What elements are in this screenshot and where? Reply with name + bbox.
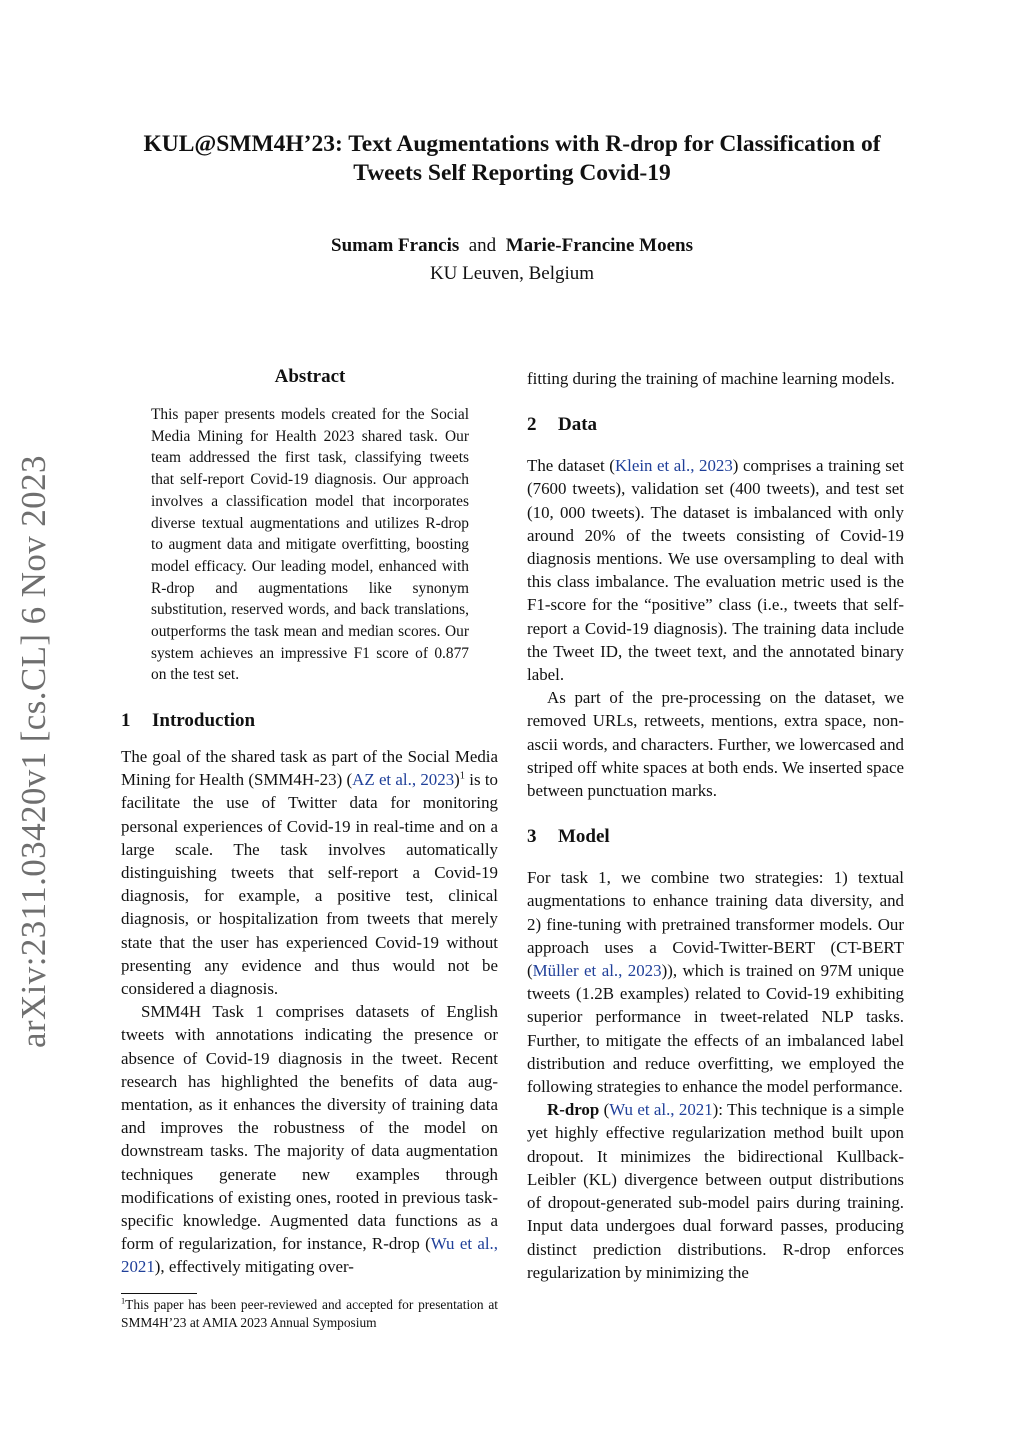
intro-p2-text-cont: ), effectively mitigating over- bbox=[154, 1257, 354, 1277]
author-name-2: Marie-Francine Moens bbox=[505, 235, 693, 256]
intro-p2-text: SMM4H Task 1 comprises datasets of English tweets with annotations indicating the presence or absence of Covid-19 diagnosis in the tweet. Recent research has highlighted the benefits of data augmentation, as it enhances the diversity of training data and improves the robustness of the model on downstream tasks. The majority of data augmentation techniques generate new examples through modifications of existing ones, rooted in previous task-specific knowledge. Augmented data functions as a form of regularization, for instance, R-drop ( bbox=[121, 1002, 498, 1254]
intro-p1-close: ) bbox=[454, 770, 460, 790]
citation-wu-2021-b[interactable]: Wu et al., 2021 bbox=[609, 1100, 713, 1120]
intro-section-number: 1 bbox=[121, 710, 131, 731]
abstract-heading: Abstract bbox=[274, 366, 346, 387]
data-section-number: 2 bbox=[527, 414, 537, 436]
intro-heading bbox=[121, 708, 498, 734]
author-name-1: Sumam Francis bbox=[331, 235, 460, 256]
citation-muller-2023[interactable]: Müller et al., 2023 bbox=[532, 961, 662, 981]
model-paragraph-2 bbox=[527, 1098, 904, 1284]
data-p1-text: The dataset ( bbox=[527, 456, 615, 476]
citation-klein-2023[interactable]: Klein et al., 2023 bbox=[614, 456, 733, 476]
footnote-marker[interactable]: 1 bbox=[459, 770, 465, 782]
paper-title bbox=[100, 130, 924, 188]
affiliation: KU Leuven, Belgium bbox=[429, 263, 595, 284]
model-heading bbox=[527, 824, 904, 850]
abstract-text: This paper presents models created for the Social Media Mining for Health 2023 shared task. Our team addressed the first task, classifying tweets that self-report Covid-19 diagnosis. Our approach involves a classification model that incorporates diverse textual augmentations and utilizes R-drop to augment data and mitigate overfitting, boosting model efficacy. Our leading model, enhanced with R-drop and augmentations like synonym substitution, reserved words, and back translations, outperforms the task mean and median scores. Our system achieves an impressive F1 score of 0.877 on the test set. bbox=[151, 406, 469, 684]
intro-section bbox=[121, 708, 498, 1279]
data-p1-text-cont: ) comprises a training set (7600 tweets), validation set (400 tweets), and test set (10, 000 tweets). The dataset is imbalanced with only around 20% of the tweets consisting of Covid-19 diagnosis mentions. We use oversampling to deal with this class imbalance. The evaluation metric used is the F1-score for the “positive” class (i.e., tweets that self-report a Covid-19 diagnosis). The training data include the Tweet ID, the tweet text, and the annotated binary label. bbox=[527, 456, 904, 685]
intro-p1-text-cont: is to facilitate the use of Twitter data for monitoring personal experiences of Covid-19 in real-time and on a large scale. The task involves automatically distinguishing tweets that self-report a Covid-19 diagnosis, for example, a positive test, clinical diagnosis, or hospitalization from tweets that merely state that the user has experienced Covid-19 without presenting any evidence and thus would not be considered a diagnosis. bbox=[121, 770, 498, 999]
data-heading bbox=[527, 412, 904, 438]
arxiv-stamp: arXiv:2311.03420v1 [cs.CL] 6 Nov 2023 bbox=[14, 455, 53, 1048]
model-p2-text: ): This technique is a simple yet highly effective regularization method built upon dropout. It minimizes the bidirectional Kullback-Leibler (KL) divergence between output distributions of dropout-generated sub-model pairs during training. Input data undergoes dual forward passes, producing distinct prediction distributions. R-drop enforces regularization by minimizing the bbox=[527, 1100, 904, 1282]
right-column bbox=[527, 367, 904, 1284]
model-p1-text-cont: )), which is trained on 97M unique tweets (1.2B examples) related to Covid-19 exhibiting superior performance in tweet-related NLP tasks. Further, to mitigate the effects of an imbalanced label distribution and reduce overfitting, we employed the following strategies to enhance the model performance. bbox=[527, 961, 904, 1097]
title-line-1: KUL@SMM4H’23: Text Augmentations with R-drop for Classification of bbox=[143, 131, 881, 157]
data-section-title: Data bbox=[558, 414, 598, 436]
intro-p1-text: The goal of the shared task as part of the Social Media Mining for Health (SMM4H-23) ( bbox=[121, 747, 498, 790]
author-block bbox=[100, 232, 924, 288]
citation-wu-2021[interactable]: Wu et al., 2021 bbox=[121, 1234, 499, 1277]
author-conjunction: and bbox=[468, 235, 497, 256]
footnote-text: This paper has been peer-reviewed and accepted for presentation at SMM4H’23 at AMIA 2023 Annual Symposium bbox=[121, 1297, 498, 1330]
model-p2-open: ( bbox=[599, 1100, 610, 1120]
rdrop-term: R-drop bbox=[547, 1100, 600, 1120]
footnote-rule bbox=[121, 1293, 197, 1294]
intro-paragraph-2 bbox=[121, 1000, 498, 1278]
carry-over-paragraph: fitting during the training of machine learning models. bbox=[527, 369, 895, 388]
model-p1-text: For task 1, we combine two strategies: 1) textual augmentations to enhance training data diversity, and 2) fine-tuning with pretrained transformer models. Our approach uses a Covid-Twitter-BERT (CT-BERT ( bbox=[527, 868, 904, 981]
intro-section-title: Introduction bbox=[152, 710, 256, 731]
author-line bbox=[100, 232, 924, 260]
title-line-2: Tweets Self Reporting Covid-19 bbox=[353, 160, 671, 186]
model-section-number: 3 bbox=[527, 826, 537, 848]
intro-paragraph-1 bbox=[121, 745, 498, 1000]
model-section-title: Model bbox=[558, 826, 610, 848]
data-paragraph-2: As part of the pre-processing on the dataset, we removed URLs, retweets, mentions, extra space, non-ascii words, and characters. Further, we lowercased and striped off white spaces at both ends. We inserted space between punctuation marks. bbox=[527, 688, 904, 801]
citation-az-2023[interactable]: AZ et al., 2023 bbox=[352, 770, 455, 790]
footnote-number: 1 bbox=[121, 1296, 126, 1306]
model-paragraph-1 bbox=[527, 866, 904, 1098]
footnote bbox=[121, 1296, 498, 1332]
data-paragraph-1 bbox=[527, 454, 904, 686]
